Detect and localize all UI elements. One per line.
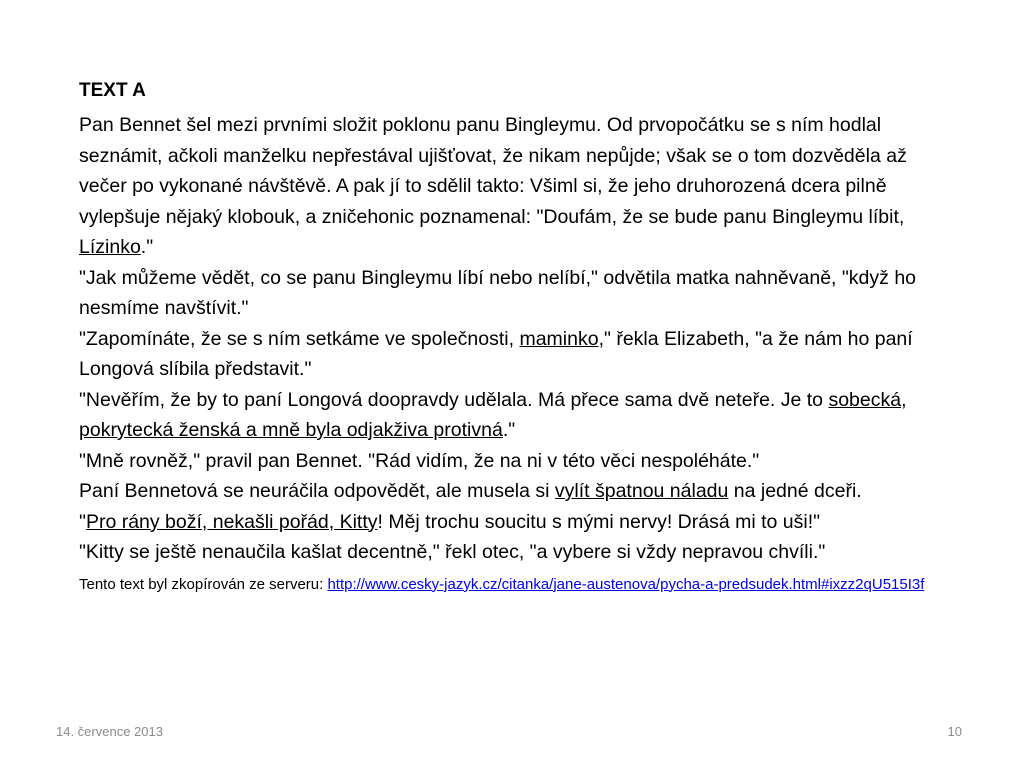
paragraph-1-text-b: ." — [140, 236, 154, 258]
paragraph-5: "Mně rovněž," pravil pan Bennet. "Rád vidím, že na ni v této věci nespoléháte." — [79, 449, 760, 472]
slide-heading: TEXT A — [79, 80, 146, 101]
paragraph-3 — [79, 324, 939, 385]
paragraph-7 — [79, 507, 939, 538]
paragraph-1-text-a: Pan Bennet šel mezi prvními složit poklonu panu Bingleymu. Od prvopočátku se s ním hodlal seznámit, ačkoli manželku nepřestával ujišťovat, že nikam nepůjde; však se o tom dozvěděla až večer po vykonané návštěvě. A pak jí to sdělil takto: Všiml si, že jeho druhorozená dcera pilně vylepšuje nějaký klobouk, a zničehonic poznamenal: "Doufám, že se bude panu Bingleymu líbit, — [79, 114, 907, 228]
paragraph-3-text-b: ," řekla Elizabeth, "a že nám ho paní Longová slíbila představit." — [79, 327, 913, 380]
paragraph-7-text-b: ! Měj trochu soucitu s mými nervy! Drásá mi to uši!" — [377, 510, 821, 533]
paragraph-1 — [79, 110, 939, 263]
page-number: 10 — [947, 724, 962, 739]
paragraph-4-text-b: ." — [502, 419, 516, 441]
paragraph-6-text-a: Paní Bennetová se neuráčila odpovědět, ale musela si — [79, 480, 555, 502]
paragraph-7-text-a: " — [79, 510, 86, 533]
body-text — [79, 110, 939, 568]
source-label: Tento text byl zkopírován ze serveru: — [79, 575, 328, 593]
paragraph-6-text-b: na jedné dceři. — [728, 480, 862, 502]
paragraph-2: "Jak můžeme vědět, co se panu Bingleymu líbí nebo nelíbí," odvětila matka nahněvaně, "když ho nesmíme navštívit." — [79, 266, 917, 319]
source-link[interactable]: http://www.cesky-jazyk.cz/citanka/jane-austenova/pycha-a-predsudek.html#ixzz2qU515I3f — [327, 575, 925, 593]
paragraph-4 — [79, 385, 939, 446]
paragraph-6 — [79, 476, 939, 507]
paragraph-3-underlined: maminko — [519, 327, 599, 350]
paragraph-4-underlined: sobecká, pokrytecká ženská a mně byla odjakživa protivná — [79, 388, 907, 441]
paragraph-8: "Kitty se ještě nenaučila kašlat decentně," řekl otec, "a vybere si vždy nepravou chvíli." — [79, 541, 826, 563]
paragraph-4-text-a: "Nevěřím, že by to paní Longová doopravdy udělala. Má přece sama dvě neteře. Je to — [79, 388, 829, 411]
paragraph-3-text-a: "Zapomínáte, že se s ním setkáme ve společnosti, — [79, 327, 520, 350]
paragraph-6-underlined: vylít špatnou náladu — [554, 480, 729, 502]
source-note — [79, 574, 939, 596]
slide-content — [79, 76, 939, 596]
footer-date: 14. července 2013 — [56, 724, 163, 739]
paragraph-7-underlined: Pro rány boží, nekašli pořád, Kitty — [85, 510, 378, 533]
paragraph-1-underlined: Lízinko — [79, 236, 141, 258]
